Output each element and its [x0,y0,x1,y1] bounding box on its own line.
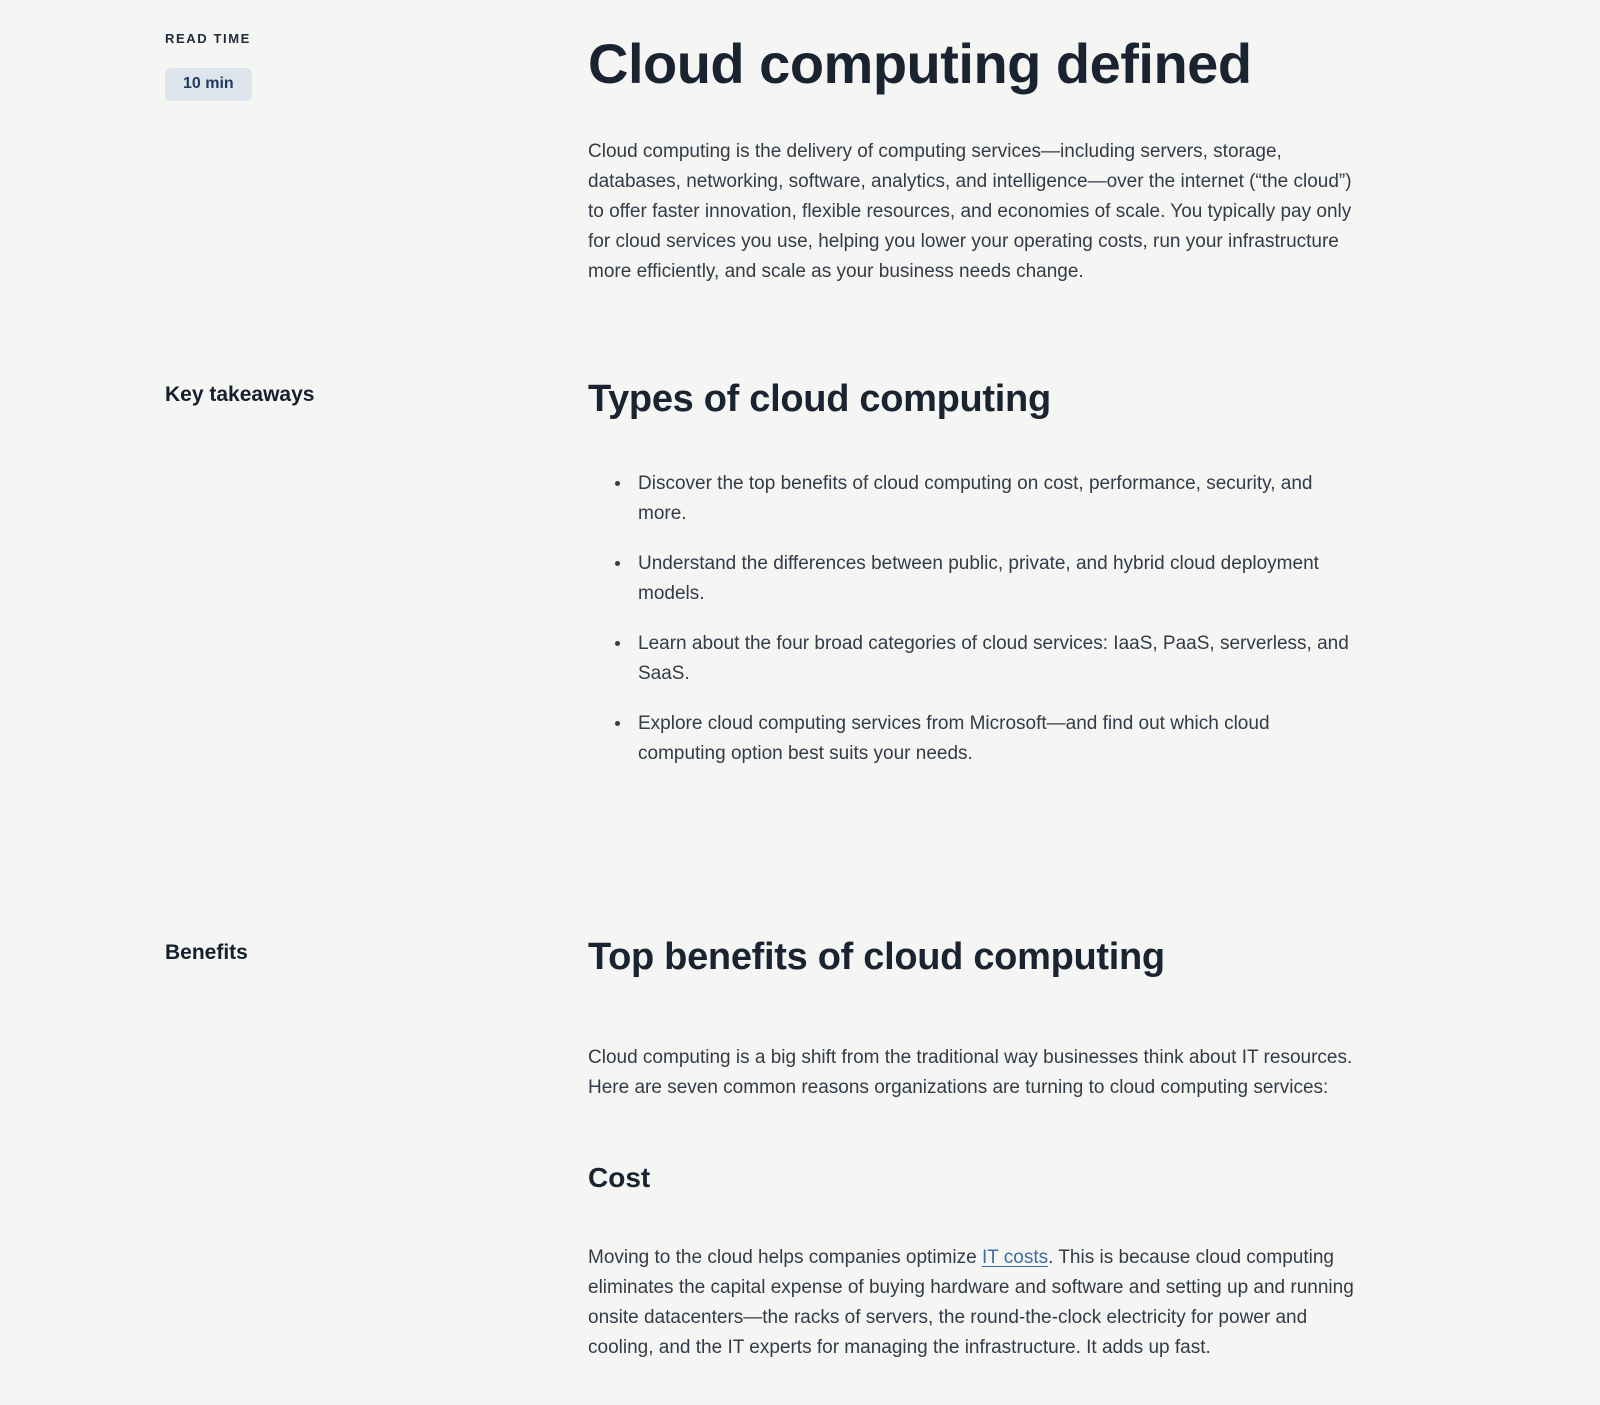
sidebar-item-benefits[interactable]: Benefits [165,941,248,964]
sidebar-item-key-takeaways[interactable]: Key takeaways [165,383,315,406]
benefits-intro-paragraph: Cloud computing is a big shift from the traditional way businesses think about IT resources. Here are seven common reasons organizations are turning to cloud computing services: [588,1047,1353,1098]
read-time-rail [0,31,588,101]
read-time-badge: 10 min [165,68,252,101]
cost-paragraph [588,1243,1354,1363]
header-content [588,31,1354,287]
list-item: • Understand the differences between public, private, and hybrid cloud deployment models. [632,549,1354,609]
it-costs-link[interactable]: IT costs [981,1247,1049,1268]
list-item: • Learn about the four broad categories of cloud services: IaaS, PaaS, serverless, and SaaS. [632,629,1354,689]
header-section [0,31,1600,287]
benefits-rail [0,935,588,965]
takeaways-section [0,377,1600,789]
benefits-content [588,935,1354,1363]
takeaways-list [588,469,1354,769]
takeaways-rail [0,377,588,407]
intro-paragraph: Cloud computing is the delivery of computing services—including servers, storage, databases, networking, software, analytics, and intelligence—over the internet (“the cloud”) to offer faster innovation, flexible resources, and economies of scale. You typically pay only for cloud services you use, helping you lower your operating costs, run your infrastructure more efficiently, and scale as your business needs change. [588,141,1352,282]
page-title: Cloud computing defined [588,32,1252,95]
benefits-section [0,935,1600,1363]
cost-paragraph-before: Moving to the cloud helps companies optimize [588,1247,982,1268]
cost-paragraph-after: . This is because cloud computing eliminates the capital expense of buying hardware and software and setting up and running onsite datacenters—the racks of servers, the round-the-clock electricity for power and cooling, and the IT experts for managing the infrastructure. It adds up fast. [588,1247,1354,1358]
takeaways-heading: Types of cloud computing [588,378,1051,420]
benefits-heading: Top benefits of cloud computing [588,936,1165,978]
list-item: • Explore cloud computing services from Microsoft—and find out which cloud computing option best suits your needs. [632,709,1354,769]
takeaways-content [588,377,1354,789]
list-item: • Discover the top benefits of cloud computing on cost, performance, security, and more. [632,469,1354,529]
read-time-label: READ TIME [165,31,251,46]
cost-heading: Cost [588,1162,651,1193]
